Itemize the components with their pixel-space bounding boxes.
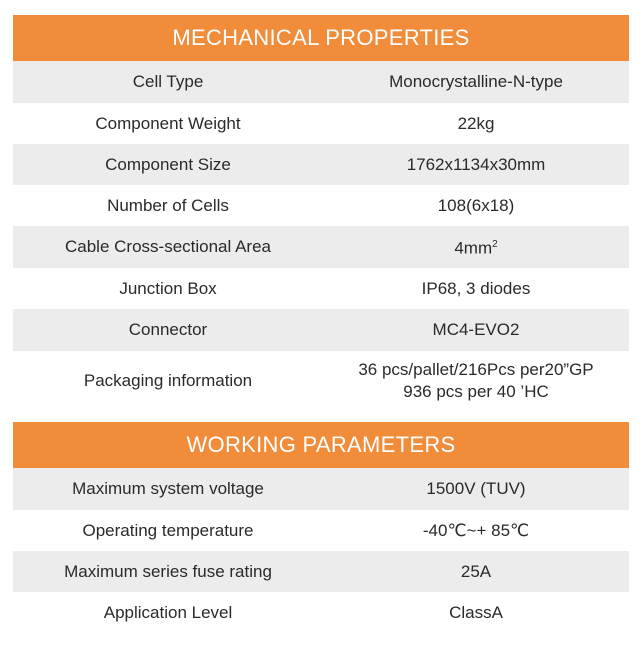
spec-row-application-level — [13, 592, 629, 633]
spec-value: MC4-EVO2 — [432, 320, 520, 339]
spec-value: 108(6x18) — [437, 195, 515, 215]
spec-label: Maximum system voltage — [72, 479, 264, 498]
spec-row-packaging — [13, 351, 629, 411]
working-parameters-header — [13, 422, 629, 468]
spec-value: 1762x1134x30mm — [406, 154, 546, 174]
spec-label: Component Weight — [95, 113, 241, 133]
spec-value: 22kg — [457, 113, 495, 133]
superscript: 2 — [492, 239, 498, 251]
spec-label: Cell Type — [132, 72, 204, 91]
spec-value: IP68, 3 diodes — [421, 278, 531, 298]
spec-label: Packaging information — [83, 371, 253, 390]
spec-value-line: 36 pcs/pallet/216Pcs per20”GP — [358, 360, 594, 379]
spec-value: 25A — [460, 561, 492, 581]
spec-row-fuse-rating — [13, 551, 629, 592]
spec-label: Junction Box — [119, 278, 217, 298]
spec-row-operating-temperature — [13, 510, 629, 551]
spec-row-cable-area — [13, 226, 629, 268]
spec-row-component-size — [13, 144, 629, 185]
spec-value: 1500V (TUV) — [426, 479, 526, 498]
spec-sheet — [13, 15, 629, 633]
spec-label: Operating temperature — [82, 520, 254, 540]
section-title: MECHANICAL PROPERTIES — [172, 25, 470, 50]
spec-value — [323, 234, 629, 260]
spec-value: ClassA — [449, 602, 503, 622]
spec-value-line: 936 pcs per 40 ’HC — [403, 382, 549, 401]
spec-label: Connector — [128, 320, 208, 339]
spec-value-text: 4mm — [454, 238, 493, 258]
spec-label: Component Size — [105, 154, 231, 174]
spec-label: Maximum series fuse rating — [64, 561, 272, 581]
spec-label: Cable Cross-sectional Area — [65, 237, 271, 256]
spec-value: Monocrystalline-N-type — [389, 72, 563, 91]
spec-row-connector — [13, 309, 629, 351]
spec-label: Number of Cells — [107, 195, 229, 215]
spec-row-max-voltage — [13, 468, 629, 510]
spec-row-cell-type — [13, 61, 629, 103]
spec-row-component-weight — [13, 103, 629, 144]
spec-row-junction-box — [13, 268, 629, 309]
section-title: WORKING PARAMETERS — [186, 432, 456, 457]
spec-value: -40℃~+ 85℃ — [422, 520, 530, 540]
mechanical-properties-header — [13, 15, 629, 61]
spec-row-number-of-cells — [13, 185, 629, 226]
spec-value — [323, 359, 629, 403]
spec-label: Application Level — [103, 602, 233, 622]
